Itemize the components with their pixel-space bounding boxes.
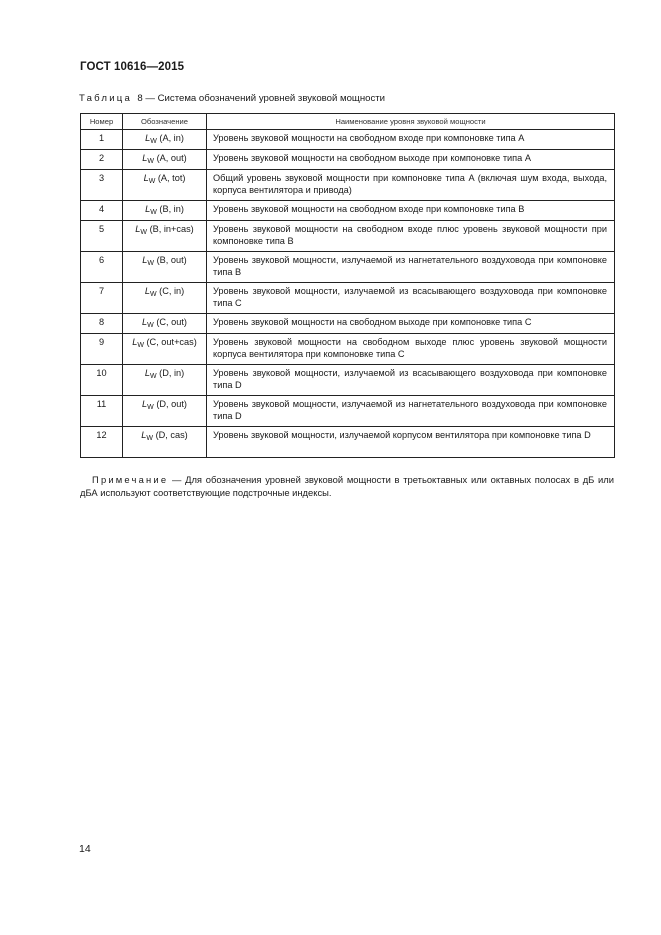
symbol-letter: L: [143, 173, 149, 183]
symbol-subscript: W: [147, 260, 155, 267]
table-row: [81, 365, 615, 396]
sound-power-table: [80, 113, 615, 458]
symbol-letter: L: [145, 204, 151, 214]
row-description: Уровень звуковой мощности на свободном входе при компоновке типа A: [207, 130, 615, 150]
table-row: [81, 150, 615, 170]
row-number: 8: [81, 314, 123, 334]
symbol-params: (A, tot): [157, 173, 186, 183]
row-designation: [123, 130, 207, 150]
row-number: 6: [81, 252, 123, 283]
table-caption-text: 8 — Система обозначений уровней звуковой мощности: [137, 93, 386, 104]
table-header-row: [81, 114, 615, 130]
table-row: [81, 170, 615, 201]
row-designation: [123, 221, 207, 252]
table-row: [81, 427, 615, 458]
symbol-subscript: W: [147, 404, 154, 411]
symbol-params: (D, out): [156, 399, 187, 409]
table-row: [81, 201, 615, 221]
row-number: 3: [81, 170, 123, 201]
table-row: [81, 334, 615, 365]
symbol-letter: L: [144, 286, 150, 296]
symbol-params: (C, out+cas): [146, 337, 197, 347]
row-designation: [123, 283, 207, 314]
symbol-letter: L: [142, 153, 148, 163]
symbol-letter: L: [144, 368, 150, 378]
symbol-params: (C, in): [159, 286, 185, 296]
symbol-params: (B, in+cas): [149, 224, 194, 234]
table-row: [81, 314, 615, 334]
symbol-subscript: W: [146, 435, 153, 442]
row-description: Уровень звуковой мощности на свободном выходе при компоновке типа C: [207, 314, 615, 334]
standard-header: ГОСТ 10616—2015: [80, 61, 185, 73]
column-header-number: Номер: [81, 114, 123, 130]
column-header-name: Наименование уровня звуковой мощности: [207, 114, 615, 130]
page-number: 14: [79, 843, 91, 855]
symbol-subscript: W: [150, 138, 157, 145]
table-caption-label: Таблица: [79, 93, 133, 104]
row-designation: [123, 201, 207, 221]
row-designation: [123, 427, 207, 458]
symbol-subscript: W: [150, 209, 157, 216]
row-designation: [123, 334, 207, 365]
column-header-designation: Обозначение: [123, 114, 207, 130]
symbol-letter: L: [145, 133, 151, 143]
row-number: 5: [81, 221, 123, 252]
row-number: 7: [81, 283, 123, 314]
table-caption: [79, 93, 385, 104]
symbol-subscript: W: [148, 178, 156, 185]
table-row: [81, 130, 615, 150]
symbol-params: (A, in): [159, 133, 184, 143]
symbol-letter: L: [132, 337, 138, 347]
row-designation: [123, 365, 207, 396]
symbol-params: (D, cas): [155, 430, 188, 440]
symbol-params: (A, out): [156, 153, 187, 163]
symbol-subscript: W: [140, 229, 147, 236]
symbol-letter: L: [142, 317, 148, 327]
row-description: Уровень звуковой мощности, излучаемой из нагнетательного воздуховода при компоновке типа B: [207, 252, 615, 283]
row-number: 2: [81, 150, 123, 170]
symbol-subscript: W: [149, 373, 157, 380]
symbol-params: (B, out): [156, 255, 187, 265]
row-designation: [123, 314, 207, 334]
symbol-subscript: W: [147, 158, 155, 165]
row-number: 10: [81, 365, 123, 396]
symbol-params: (C, out): [156, 317, 187, 327]
note-text: — Для обозначения уровней звуковой мощности в третьоктавных или октавных полосах в дБ или дБА используют соответствующие подстрочные индексы.: [80, 474, 614, 498]
table-row: [81, 252, 615, 283]
row-description: Уровень звуковой мощности, излучаемой корпусом вентилятора при компоновке типа D: [207, 427, 615, 458]
row-description: Уровень звуковой мощности на свободном выходе плюс уровень звуковой мощности корпуса вентилятора при компоновке типа C: [207, 334, 615, 365]
symbol-letter: L: [142, 255, 148, 265]
row-description: Уровень звуковой мощности, излучаемой из всасывающего воздуховода при компоновке типа D: [207, 365, 615, 396]
row-number: 4: [81, 201, 123, 221]
table-row: [81, 396, 615, 427]
symbol-subscript: W: [149, 291, 157, 298]
row-number: 11: [81, 396, 123, 427]
row-number: 9: [81, 334, 123, 365]
table-note: [80, 474, 614, 499]
row-description: Общий уровень звуковой мощности при компоновке типа A (включая шум входа, выхода, корпуса вентилятора и привода): [207, 170, 615, 201]
symbol-subscript: W: [147, 322, 154, 329]
row-designation: [123, 170, 207, 201]
row-designation: [123, 252, 207, 283]
symbol-letter: L: [141, 430, 147, 440]
symbol-letter: L: [135, 224, 141, 234]
table-row: [81, 221, 615, 252]
symbol-params: (B, in): [159, 204, 184, 214]
symbol-letter: L: [142, 399, 148, 409]
row-description: Уровень звуковой мощности на свободном входе плюс уровень звуковой мощности при компоновке типа B: [207, 221, 615, 252]
symbol-params: (D, in): [159, 368, 185, 378]
row-description: Уровень звуковой мощности на свободном входе при компоновке типа B: [207, 201, 615, 221]
row-description: Уровень звуковой мощности, излучаемой из нагнетательного воздуховода при компоновке типа D: [207, 396, 615, 427]
table-row: [81, 283, 615, 314]
row-description: Уровень звуковой мощности на свободном выходе при компоновке типа A: [207, 150, 615, 170]
row-number: 1: [81, 130, 123, 150]
row-designation: [123, 150, 207, 170]
row-designation: [123, 396, 207, 427]
row-description: Уровень звуковой мощности, излучаемой из всасывающего воздуховода при компоновке типа C: [207, 283, 615, 314]
symbol-subscript: W: [137, 342, 144, 349]
note-label: Примечание: [92, 474, 169, 485]
row-number: 12: [81, 427, 123, 458]
